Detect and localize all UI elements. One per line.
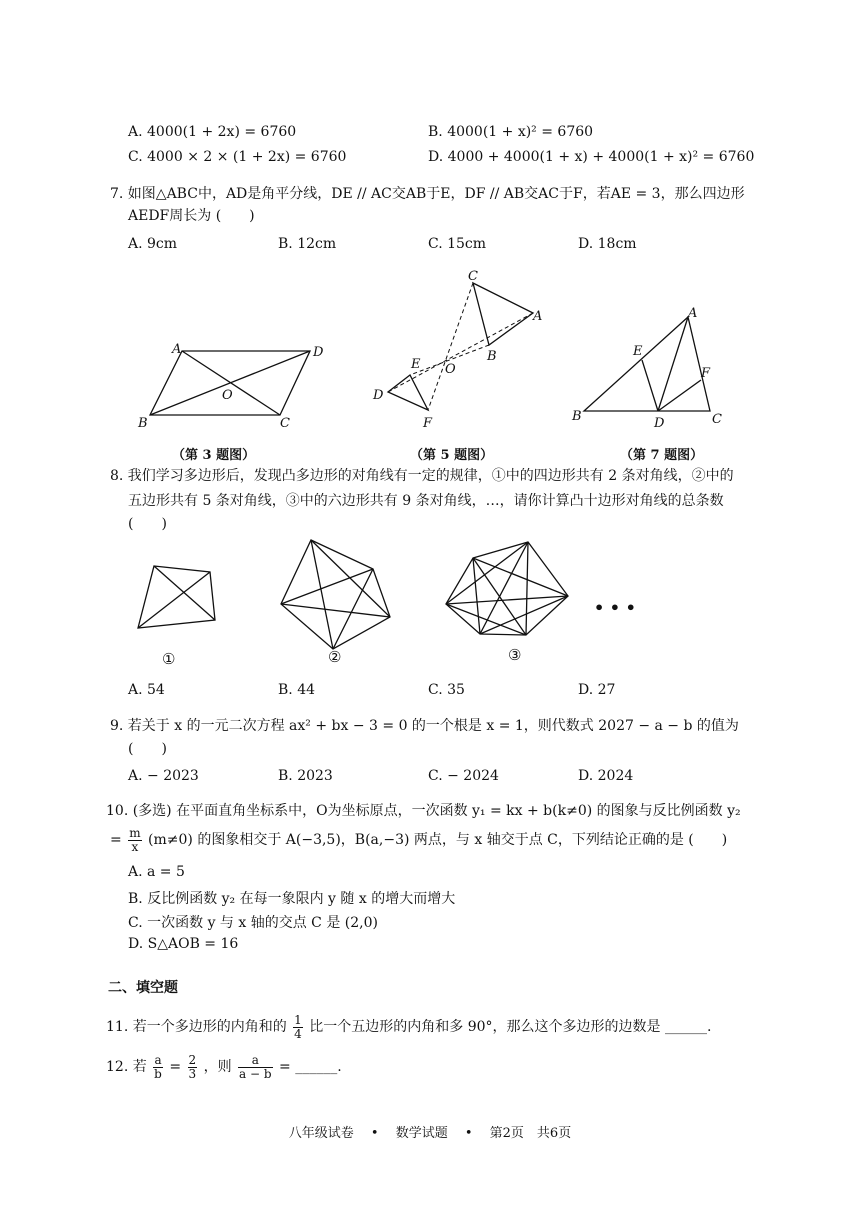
pentagon-figure-2 <box>275 535 395 655</box>
q6-option-c: C. 4000 × 2 × (1 + 2x) = 6760 <box>128 149 347 165</box>
q9-option-c: C. − 2024 <box>428 768 499 784</box>
q9-option-d: D. 2024 <box>578 768 634 784</box>
q12-fraction-a-over-b <box>153 1054 163 1081</box>
fig7-label-f: F <box>701 366 711 381</box>
q7-option-a: A. 9cm <box>128 236 178 252</box>
q7-stem-line1: 7. 如图△ABC中，AD是角平分线，DE // AC交AB于E，DF // AB交AC于F，若AE = 3，那么四边形 <box>110 186 745 202</box>
figure-3-parallelogram <box>130 335 330 435</box>
fig5-label-a: A <box>533 309 543 324</box>
q7-option-d: D. 18cm <box>578 236 637 252</box>
q10-frac-num: m <box>129 825 141 840</box>
q8-stem-line1: 8. 我们学习多边形后，发现凸多边形的对角线有一定的规律，①中的四边形共有 2 条对角线，②中的 <box>110 468 734 484</box>
q12-f2-den: 3 <box>188 1066 197 1081</box>
fig5-label-d: D <box>373 388 384 403</box>
fig3-caption: （第 3 题图） <box>172 448 256 463</box>
q12-equals: = <box>169 1059 182 1075</box>
q6-option-d: D. 4000 + 4000(1 + x) + 4000(1 + x)² = 6760 <box>428 149 755 165</box>
q12-f3-den: a − b <box>239 1066 272 1081</box>
q10-fraction-m-over-x <box>128 827 141 854</box>
q12-post: = ______. <box>279 1059 342 1075</box>
q10-frac-den: x <box>131 839 139 854</box>
q9-stem-line1: 9. 若关于 x 的一元二次方程 ax² + bx − 3 = 0 的一个根是 x = 1，则代数式 2027 − a − b 的值为 <box>110 718 739 734</box>
figure-1-label: ① <box>162 650 176 668</box>
q10-equals: = <box>110 832 122 848</box>
q12-f1-den: b <box>154 1066 162 1081</box>
fig3-label-d: D <box>313 345 324 360</box>
section-fill-in-heading: 二、填空题 <box>108 980 178 996</box>
q6-option-b: B. 4000(1 + x)² = 6760 <box>428 124 594 140</box>
fig5-label-f: F <box>423 416 433 431</box>
q7-stem-line2: AEDF周长为 ( ) <box>128 208 255 224</box>
fig7-label-b: B <box>572 409 582 424</box>
q10-option-d: D. S△AOB = 16 <box>128 936 239 952</box>
fig3-label-a: A <box>172 342 182 357</box>
fig7-caption: （第 7 题图） <box>620 448 704 463</box>
q8-option-c: C. 35 <box>428 682 465 698</box>
fig3-label-b: B <box>138 416 148 431</box>
q9-option-a: A. − 2023 <box>128 768 199 784</box>
q10-stem-line1: 10. (多选) 在平面直角坐标系中，O为坐标原点，一次函数 y₁ = kx + b(k≠0) 的图象与反比例函数 y₂ <box>106 803 741 819</box>
q10-stem-line2 <box>110 826 727 854</box>
q8-stem-line3: ( ) <box>128 516 167 532</box>
q8-option-b: B. 44 <box>278 682 316 698</box>
figure-7-triangle <box>570 305 730 430</box>
q12-f2-num: 2 <box>188 1052 197 1067</box>
continuation-dots: • • • <box>594 598 636 617</box>
q11-frac-num: 1 <box>294 1012 302 1027</box>
q10-option-a: A. a = 5 <box>128 864 185 880</box>
fig7-label-d: D <box>654 416 665 430</box>
q8-stem-line2: 五边形共有 5 条对角线，③中的六边形共有 9 条对角线，…，请你计算凸十边形对角线的总条数 <box>128 493 724 509</box>
q11-pre: 11. 若一个多边形的内角和的 <box>106 1019 287 1035</box>
page-footer: 八年级试卷 • 数学试题 • 第2页 共6页 <box>288 1126 572 1141</box>
q7-option-c: C. 15cm <box>428 236 487 252</box>
fig5-label-c: C <box>468 269 478 284</box>
q9-option-b: B. 2023 <box>278 768 333 784</box>
q7-option-b: B. 12cm <box>278 236 337 252</box>
q10-option-c: C. 一次函数 y 与 x 轴的交点 C 是 (2,0) <box>128 915 378 931</box>
fig3-label-o: O <box>222 388 233 403</box>
fig7-label-e: E <box>633 344 643 359</box>
figure-5-triangles <box>365 265 550 435</box>
q12-pre: 12. 若 <box>106 1059 147 1075</box>
q11-fraction <box>293 1014 303 1041</box>
q12-f1-num: a <box>154 1052 162 1067</box>
q12-mid: ，则 <box>203 1059 232 1075</box>
q9-stem-line2: ( ) <box>128 741 167 757</box>
fig3-label-c: C <box>280 416 290 431</box>
fig5-label-o: O <box>445 362 456 377</box>
q12-f3-num: a <box>238 1054 273 1068</box>
fig5-caption: （第 5 题图） <box>410 448 494 463</box>
fig7-label-c: C <box>712 412 722 427</box>
q11-frac-den: 4 <box>294 1026 302 1041</box>
fig5-label-e: E <box>411 357 421 372</box>
q8-option-d: D. 27 <box>578 682 616 698</box>
q12-stem <box>106 1052 342 1082</box>
q6-option-a: A. 4000(1 + 2x) = 6760 <box>128 124 297 140</box>
fig5-label-b: B <box>487 349 497 364</box>
q12-fraction-2-over-3 <box>188 1054 198 1081</box>
quadrilateral-figure-1 <box>130 560 225 630</box>
q12-fraction-a-over-a-minus-b <box>238 1054 273 1081</box>
q11-post: 比一个五边形的内角和多 90°，那么这个多边形的边数是 ______. <box>309 1019 712 1035</box>
q10-option-b: B. 反比例函数 y₂ 在每一象限内 y 随 x 的增大而增大 <box>128 891 456 907</box>
q11-stem <box>106 1012 711 1042</box>
figure-3-label: ③ <box>508 646 522 664</box>
q8-option-a: A. 54 <box>128 682 165 698</box>
q10-line2-text: (m≠0) 的图象相交于 A(−3,5)，B(a,−3) 两点，与 x 轴交于点 C，下列结论正确的是 ( ) <box>148 832 728 848</box>
fig7-label-a: A <box>688 306 698 321</box>
figure-2-label: ② <box>328 648 342 666</box>
hexagon-figure-3 <box>440 538 575 638</box>
